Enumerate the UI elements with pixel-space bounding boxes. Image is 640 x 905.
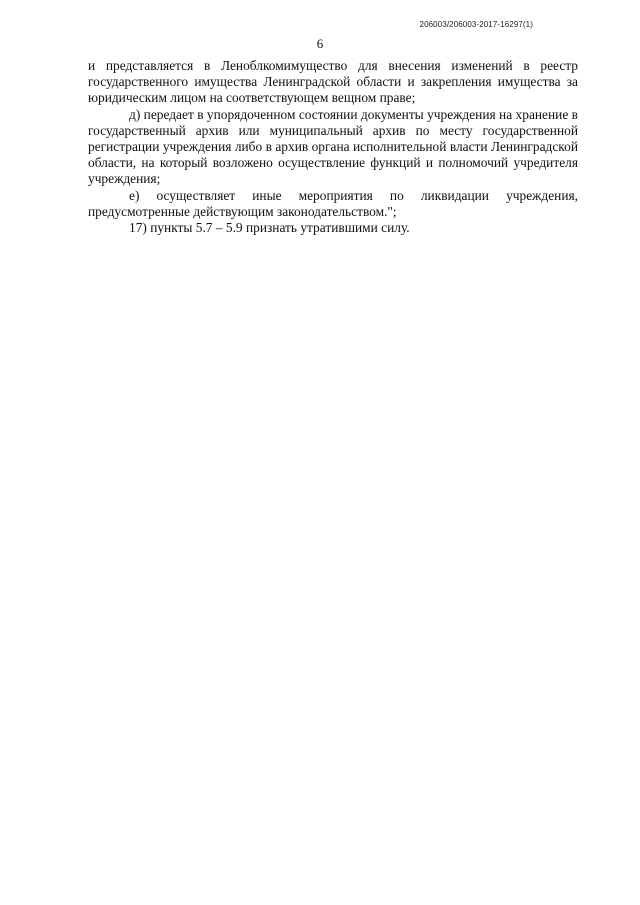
paragraph-item-d: д) передает в упорядоченном состоянии документы учреждения на хранение в государственный архив или муниципальный архив по месту государственной регистрации учреждения либо в архив органа исполнительной власти Ленинградской области, на который возложено осуществление функций и полномочий учредителя учреждения; (88, 106, 578, 187)
paragraph-point-17: 17) пункты 5.7 – 5.9 признать утратившими силу. (129, 220, 410, 236)
document-id: 206003/206003-2017-16297(1) (419, 20, 533, 29)
document-body (88, 58, 578, 236)
page-number: 6 (316, 36, 324, 51)
paragraph-continuation: и представляется в Леноблкомимущество для внесения изменений в реестр государственного имущества Ленинградской области и закрепления имущества за юридическим лицом на соответствующем вещном праве; (88, 58, 578, 106)
paragraph-item-e: е) осуществляет иные мероприятия по ликвидации учреждения, предусмотренные действующим законодательством."; (88, 187, 578, 219)
